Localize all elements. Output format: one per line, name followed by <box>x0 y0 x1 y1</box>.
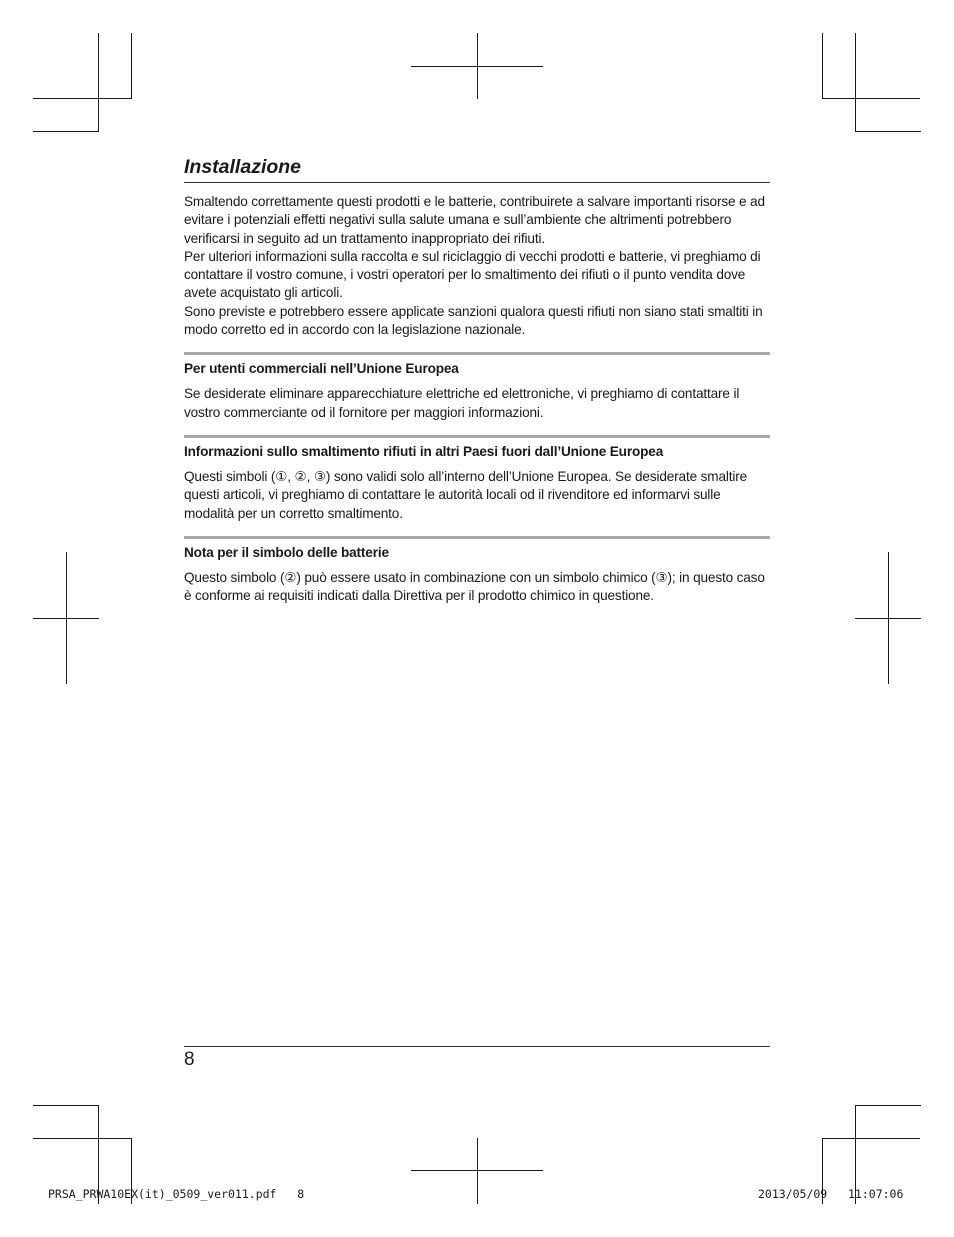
section-body: Se desiderate eliminare apparecchiature elettriche ed elettroniche, vi preghiamo di contattare il vostro commerciante od il fornitore per maggiori informazioni. <box>184 386 740 420</box>
section-heading: Per utenti commerciali nell’Unione Europea <box>184 361 459 377</box>
section-body: Questi simboli (①, ②, ③) sono validi solo all’interno dell’Unione Europea. Se desiderate smaltire questi articoli, vi preghiamo di contattare le autorità locali od il rivenditore ed informarvi sulle modalità per un corretto smaltimento. <box>184 468 748 521</box>
crop-mark <box>33 131 99 132</box>
print-slug-file: PRSA_PRWA10EX(it)_0509_ver011.pdf 8 <box>48 1187 305 1201</box>
crop-mark <box>98 33 99 131</box>
section-heading: Informazioni sullo smaltimento rifiuti in altri Paesi fuori dall’Unione Europea <box>184 443 664 459</box>
section-heading: Nota per il simbolo delle batterie <box>184 544 389 560</box>
crop-mark <box>855 131 921 132</box>
crop-mark <box>33 1105 99 1106</box>
page-number: 8 <box>184 1049 195 1070</box>
crop-mark <box>411 1170 543 1171</box>
print-slug-date: 2013/05/09 11:07:06 <box>758 1187 904 1201</box>
crop-mark <box>411 66 543 67</box>
page-title: Installazione <box>184 155 770 183</box>
intro-paragraph: Sono previste e potrebbero essere applicate sanzioni qualora questi rifiuti non siano stati smaltiti in modo corretto ed in accordo con la legislazione nazionale. <box>184 303 763 338</box>
crop-mark <box>33 98 131 99</box>
crop-mark <box>33 618 99 619</box>
section-battery-symbol <box>184 536 770 606</box>
crop-mark <box>477 1138 478 1204</box>
section-body: Questo simbolo (②) può essere usato in combinazione con un simbolo chimico (③); in questo caso è conforme ai requisiti indicati dalla Direttiva per il prodotto chimico in questione. <box>184 569 765 604</box>
footer-rule <box>184 1046 770 1047</box>
section-business-users <box>184 352 770 422</box>
crop-mark <box>855 33 856 131</box>
intro-paragraph: Smaltendo correttamente questi prodotti e le batterie, contribuirete a salvare importanti risorse e ad evitare i potenziali effetti negativi sulla salute umana e sull’ambiente che altrimenti potrebbero verificarsi in seguito ad un trattamento inappropriato dei rifiuti. <box>184 194 765 246</box>
crop-mark <box>822 1138 920 1139</box>
crop-mark <box>855 1105 921 1106</box>
intro-text <box>184 193 770 339</box>
section-outside-eu <box>184 435 770 523</box>
page-content <box>184 155 770 605</box>
crop-mark <box>33 1138 131 1139</box>
crop-mark <box>855 618 921 619</box>
crop-mark <box>131 33 132 99</box>
crop-mark <box>822 33 823 99</box>
crop-mark <box>822 98 920 99</box>
intro-paragraph: Per ulteriori informazioni sulla raccolta e sul riciclaggio di vecchi prodotti e batterie, vi preghiamo di contattare il vostro comune, i vostri operatori per lo smaltimento dei rifiuti o il punto vendita dove avete acquistato gli articoli. <box>184 248 761 301</box>
